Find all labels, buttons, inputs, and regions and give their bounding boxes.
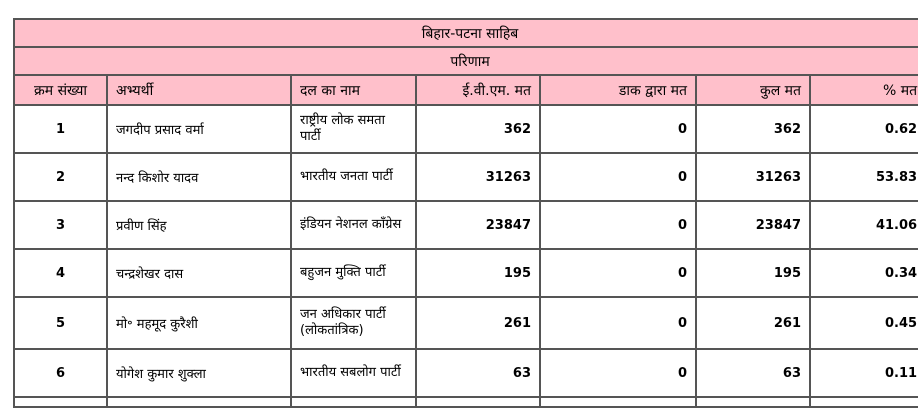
party-name: राष्ट्रीय लोक समता पार्टी [291,105,416,153]
table-row [14,349,918,397]
evm-votes: 195 [416,249,540,297]
serial-number: 4 [14,249,107,297]
serial-number: 3 [14,201,107,249]
candidate-name: जगदीप प्रसाद वर्मा [107,105,291,153]
results-subtitle: परिणाम [14,47,918,75]
column-header-postal-votes: डाक द्वारा मत [540,75,696,105]
party-name: जन अधिकार पार्टी (लोकतांत्रिक) [291,297,416,349]
candidate-name: नन्द किशोर यादव [107,153,291,201]
party-name: बहुजन मुक्ति पार्टी [291,249,416,297]
column-header-candidate: अभ्यर्थी [107,75,291,105]
table-row [14,249,918,297]
column-header-vote-percent: % मत [810,75,918,105]
postal-votes: 0 [540,153,696,201]
party-name: भारतीय जनता पार्टी [291,153,416,201]
candidate-name: योगेश कुमार शुक्ला [107,349,291,397]
candidate-name: प्रवीण सिंह [107,201,291,249]
results-table [13,18,918,408]
evm-votes: 31263 [416,153,540,201]
total-votes: 362 [696,105,810,153]
table-row-partial [14,397,918,407]
table-row [14,201,918,249]
evm-votes: 261 [416,297,540,349]
total-votes: 261 [696,297,810,349]
vote-percent: 53.83 [810,153,918,201]
table-row [14,297,918,349]
constituency-title: बिहार-पटना साहिब [14,19,918,47]
vote-percent: 0.62 [810,105,918,153]
vote-percent: 0.11 [810,349,918,397]
serial-number: 1 [14,105,107,153]
table-row [14,105,918,153]
serial-number: 5 [14,297,107,349]
column-header-party: दल का नाम [291,75,416,105]
candidate-name: चन्द्रशेखर दास [107,249,291,297]
postal-votes: 0 [540,105,696,153]
serial-number: 6 [14,349,107,397]
postal-votes: 0 [540,201,696,249]
party-name: भारतीय सबलोग पार्टी [291,349,416,397]
candidate-name: मो॰ महमूद कुरैशी [107,297,291,349]
evm-votes: 362 [416,105,540,153]
vote-percent: 41.06 [810,201,918,249]
column-header-sno: क्रम संख्या [14,75,107,105]
vote-percent: 0.34 [810,249,918,297]
vote-percent: 0.45 [810,297,918,349]
column-header-total-votes: कुल मत [696,75,810,105]
postal-votes: 0 [540,297,696,349]
total-votes: 23847 [696,201,810,249]
total-votes: 63 [696,349,810,397]
table-row [14,153,918,201]
evm-votes: 63 [416,349,540,397]
total-votes: 195 [696,249,810,297]
column-header-evm-votes: ई.वी.एम. मत [416,75,540,105]
evm-votes: 23847 [416,201,540,249]
postal-votes: 0 [540,249,696,297]
total-votes: 31263 [696,153,810,201]
postal-votes: 0 [540,349,696,397]
party-name: इंडियन नेशनल कॉंग्रेस [291,201,416,249]
results-table-container [13,18,918,408]
serial-number: 2 [14,153,107,201]
